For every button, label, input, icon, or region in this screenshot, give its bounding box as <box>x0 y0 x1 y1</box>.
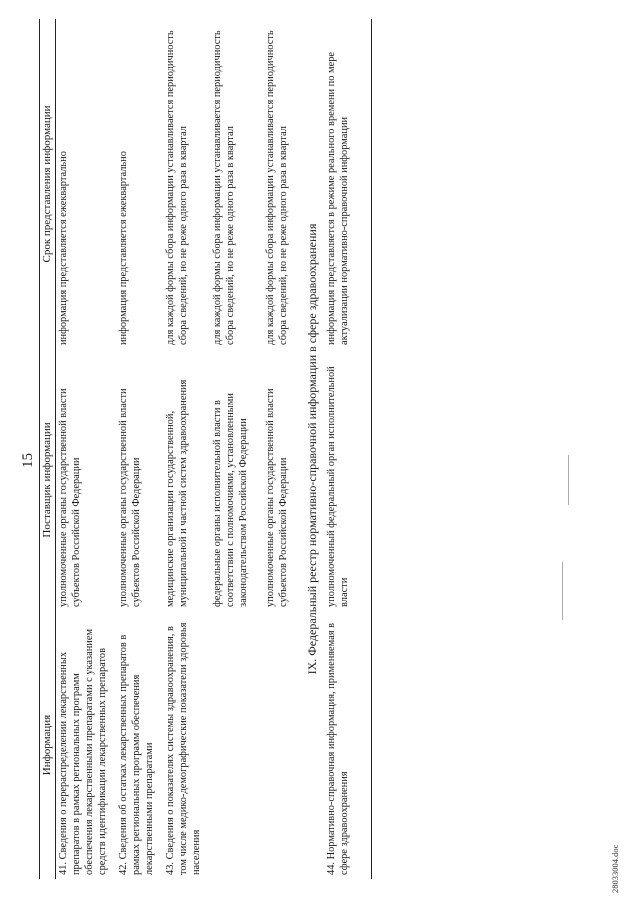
table-row <box>263 19 303 879</box>
deadline-cell <box>324 19 372 349</box>
table-row <box>210 19 263 879</box>
section-row <box>303 19 324 879</box>
deadline-cell <box>210 19 263 349</box>
info-cell: 42. Сведения об остатках лекарственных препаратов в рамках региональных программ обеспечения лекарственными препаратами <box>118 634 155 875</box>
footer-doc-code: 28033004.doc <box>610 844 620 893</box>
table-row <box>163 19 210 879</box>
info-table <box>39 19 372 879</box>
info-cell: 43. Сведения о показателях системы здравоохранения, в том числе медико-демографические показатели здоровья населения <box>165 622 202 875</box>
header-supplier: Поставщик информации <box>40 349 56 611</box>
supplier-text: уполномоченный федеральный орган исполнительной власти <box>326 366 350 607</box>
supplier-text: федеральные органы исполнительной власти в соответствии с полномочиями, установленными законодательством Российской Федерации <box>212 393 249 607</box>
supplier-cell <box>324 349 372 611</box>
deadline-text: информация представляется ежеквартально <box>118 151 129 345</box>
supplier-cell <box>163 349 210 611</box>
scan-mark <box>568 455 569 505</box>
supplier-text: уполномоченные органы государственной власти субъектов Российской Федерации <box>118 388 142 607</box>
header-deadline: Срок представления информации <box>40 19 56 349</box>
deadline-text: для каждой формы сбора информации устанавливается периодичность сбора сведений, но не реже одного раза в квартал <box>212 30 236 345</box>
info-cell <box>263 611 303 879</box>
table-row <box>116 19 163 879</box>
table-row <box>324 19 372 879</box>
section-title: IX. Федеральный реестр нормативно-справочной информации в сфере здравоохранения <box>305 223 319 675</box>
scan-mark <box>562 562 563 620</box>
page-number: 15 <box>20 453 36 468</box>
supplier-text: медицинские организации государственной, муниципальной и частной систем здравоохранения <box>165 379 189 607</box>
deadline-cell <box>116 19 163 349</box>
supplier-text: уполномоченные органы государственной власти субъектов Российской Федерации <box>58 388 82 607</box>
deadline-text: для каждой формы сбора информации устанавливается периодичность сбора сведений, но не реже одного раза в квартал <box>165 30 189 345</box>
supplier-cell <box>210 349 263 611</box>
header-info: Информация <box>40 611 56 879</box>
deadline-text: для каждой формы сбора информации устанавливается периодичность сбора сведений, но не реже одного раза в квартал <box>265 30 289 345</box>
deadline-cell <box>56 19 117 349</box>
info-cell <box>210 611 263 879</box>
deadline-text: информация представляется ежеквартально <box>58 151 69 345</box>
table-header-row <box>40 19 56 879</box>
deadline-cell <box>163 19 210 349</box>
deadline-cell <box>263 19 303 349</box>
info-cell: 44. Нормативно-справочная информация, применяемая в сфере здравоохранения <box>324 611 372 879</box>
supplier-text: уполномоченные органы государственной власти субъектов Российской Федерации <box>265 388 289 607</box>
deadline-text: информация представляется в режиме реального времени по мере актуализации нормативно-справочной информации <box>326 51 350 345</box>
table-row <box>56 19 117 879</box>
supplier-cell <box>116 349 163 611</box>
supplier-cell <box>263 349 303 611</box>
info-cell: 41. Сведения о перераспределении лекарственных препаратов в рамках региональных программ обеспечения лекарственными препаратами с указанием средств идентификации лекарственных препаратов <box>58 628 108 875</box>
supplier-cell <box>56 349 117 611</box>
